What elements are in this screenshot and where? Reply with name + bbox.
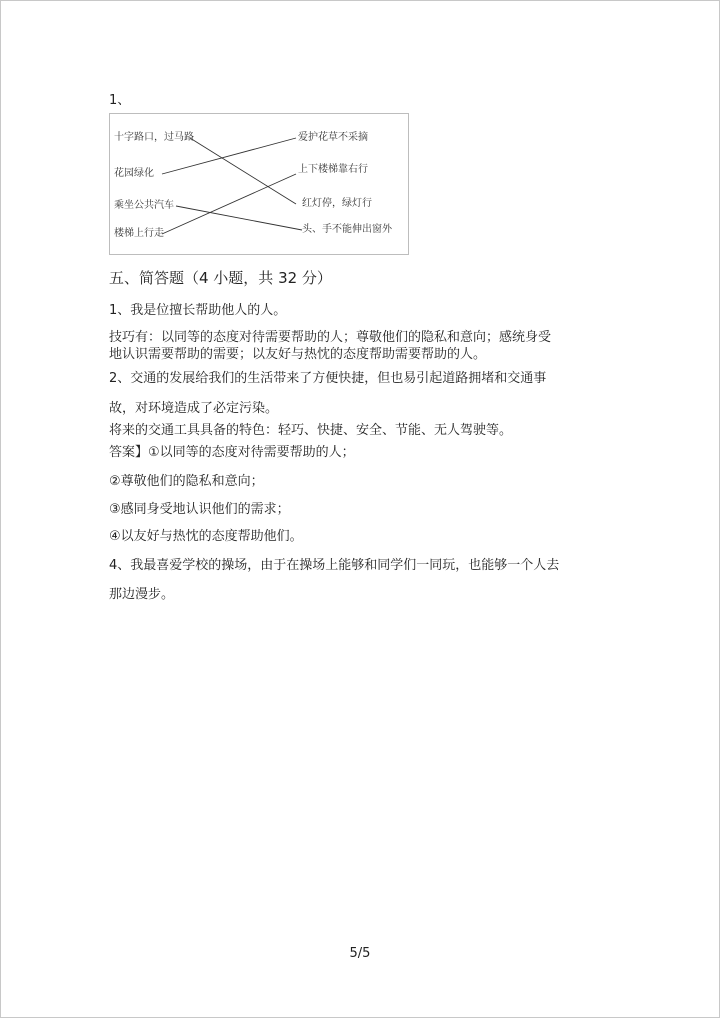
right-item-3: 红灯停，绿灯行 [302,198,372,209]
paragraph-10: ④以友好与热忱的态度帮助他们。 [109,529,303,544]
section-title: 五、简答题（4 小题，共 32 分） [109,269,332,287]
question-number: 1、 [109,93,131,108]
paragraph-7: 答案】①以同等的态度对待需要帮助的人； [109,445,355,460]
paragraph-8: ②尊敬他们的隐私和意向； [109,474,264,489]
paragraph-12: 那边漫步。 [109,587,175,602]
right-item-1: 爱护花草不采摘 [298,132,368,143]
paragraph-6: 将来的交通工具具备的特色：轻巧、快捷、安全、节能、无人驾驶等。 [109,423,513,438]
match-line-1 [190,138,296,204]
left-item-1: 十字路口，过马路 [114,132,194,143]
paragraph-11: 4、我最喜爱学校的操场，由于在操场上能够和同学们一同玩，也能够一个人去 [109,558,560,573]
paragraph-3: 地认识需要帮助的需要；以友好与热忱的态度帮助需要帮助的人。 [109,347,487,362]
right-item-2: 上下楼梯靠右行 [298,164,368,175]
page-number: 5/5 [349,946,371,961]
match-line-3 [176,206,302,230]
right-item-4: 头、手不能伸出窗外 [302,224,392,235]
paragraph-4: 2、交通的发展给我们的生活带来了方便快捷，但也易引起道路拥堵和交通事 [109,371,547,386]
paragraph-9: ③感同身受地认识他们的需求； [109,502,290,517]
paragraph-2: 技巧有：以同等的态度对待需要帮助的人；尊敬他们的隐私和意向；感统身受 [109,330,552,345]
matching-figure [109,113,409,255]
paragraph-1: 1、我是位擅长帮助他人的人。 [109,303,287,318]
left-item-2: 花园绿化 [114,168,154,179]
paragraph-5: 故，对环境造成了必定污染。 [109,401,279,416]
left-item-4: 楼梯上行走 [114,228,164,239]
left-item-3: 乘坐公共汽车 [114,200,174,211]
